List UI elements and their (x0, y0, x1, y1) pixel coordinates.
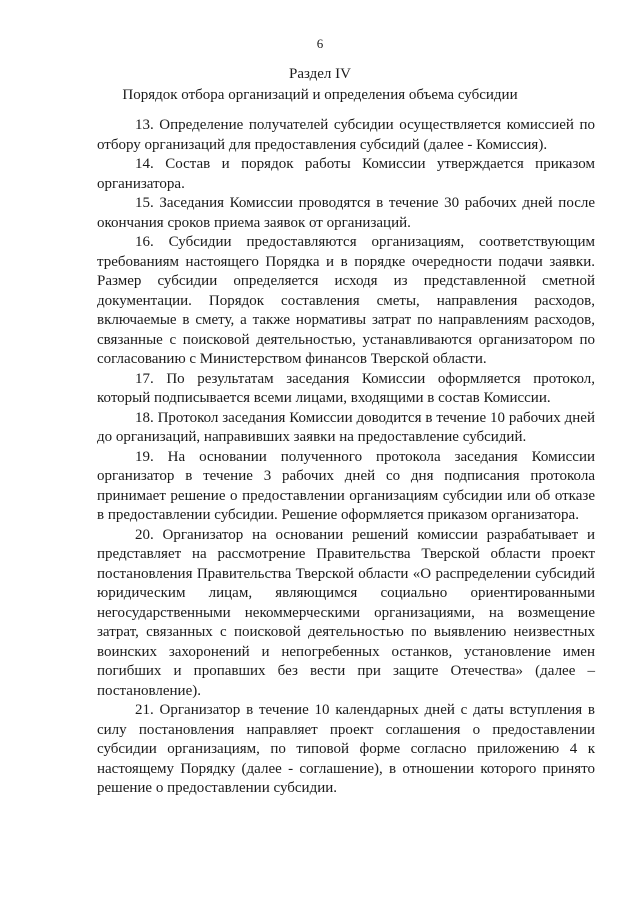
paragraph-19: 19. На основании полученного протокола заседания Комиссии организатор в течение 3 рабочих дней со дня подписания протокола принимает решение о предоставлении организациям субсидии или об отказе в предоставлении субсидии. Решение оформляется приказом организатора. (97, 448, 595, 523)
paragraph-17: 17. По результатам заседания Комиссии оформляется протокол, который подписывается всеми лицами, входящими в состав Комиссии. (97, 370, 595, 406)
paragraph-18: 18. Протокол заседания Комиссии доводится в течение 10 рабочих дней до организаций, направивших заявки на предоставление субсидий. (97, 409, 595, 445)
paragraph-13: 13. Определение получателей субсидии осуществляется комиссией по отбору организаций для предоставления субсидий (далее - Комиссия). (97, 117, 595, 153)
section-subtitle: Порядок отбора организаций и определения объема субсидии (122, 87, 518, 103)
paragraph-16: 16. Субсидии предоставляются организациям, соответствующим требованиям настоящего Порядка и в порядке очередности подачи заявки. Размер субсидии определяется исходя из представленной сметной документации. Порядок составления сметы, направления расходов, включаемые в смету, а также нормативы затрат по направлениям расходов, связанные с поисковой деятельностью, устанавливаются организатором по согласованию с Министерством финансов Тверской области. (97, 234, 595, 367)
section-title: Раздел IV (288, 66, 351, 82)
page-number: 6 (316, 36, 324, 51)
paragraph-21: 21. Организатор в течение 10 календарных дней с даты вступления в силу постановления направляет проект соглашения о предоставлении субсидии организациям, по типовой форме согласно приложению 4 к настоящему Порядку (далее - соглашение), в отношении которого принято решение о предоставлении субсидии. (97, 702, 595, 796)
paragraph-14: 14. Состав и порядок работы Комиссии утверждается приказом организатора. (97, 156, 595, 192)
paragraph-20: 20. Организатор на основании решений комиссии разрабатывает и представляет на рассмотрение Правительства Тверской области проект постановления Правительства Тверской области «О распределении субсидий юридическим лицам, являющимся социально ориентированными негосударственными некоммерческими организациями, на возмещение затрат, связанных с поисковой деятельностью по выявлению неизвестных воинских захоронений и непогребенных останков, установление имен погибших и пропавших без вести при защите Отечества» (далее – постановление). (97, 526, 595, 699)
paragraph-15: 15. Заседания Комиссии проводятся в течение 30 рабочих дней после окончания сроков приема заявок от организаций. (97, 195, 595, 231)
document-body (97, 116, 595, 799)
